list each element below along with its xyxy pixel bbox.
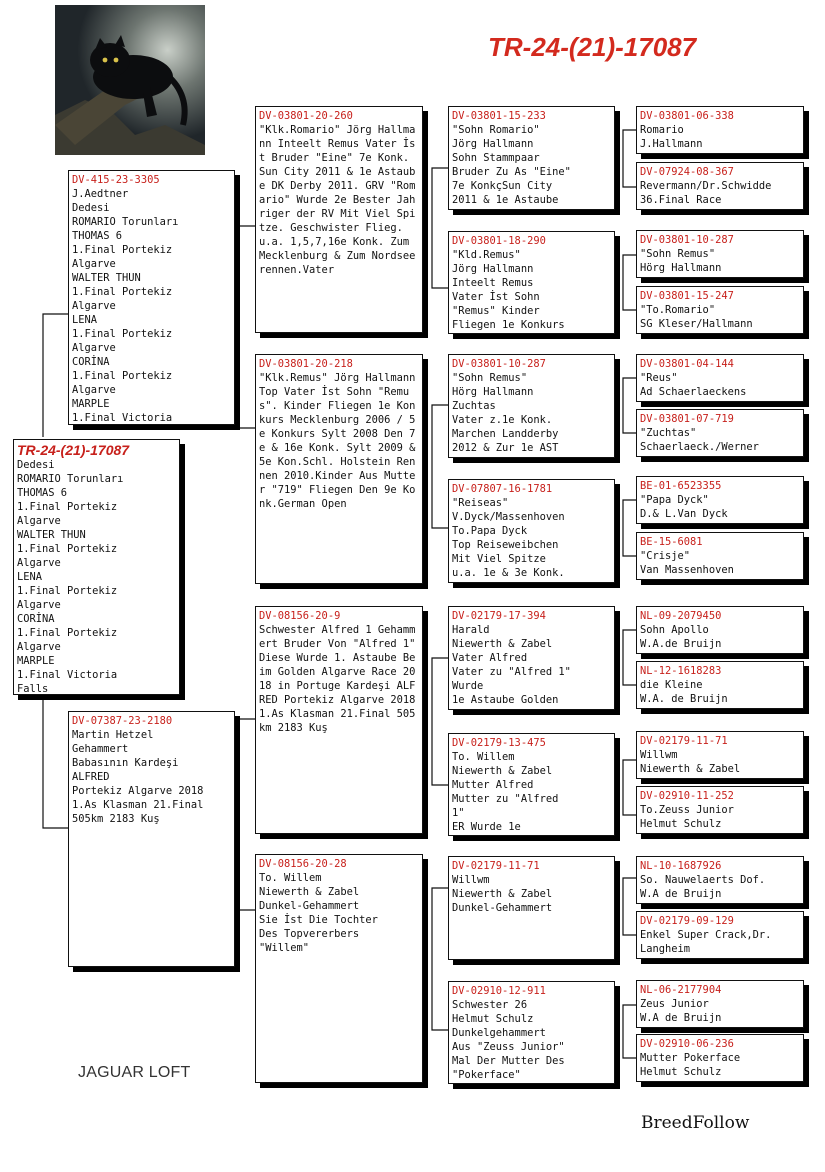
sds-line: Zuchtas — [452, 400, 496, 412]
dds-line: Willwm — [452, 874, 490, 886]
page-title: TR-24-(21)-17087 — [488, 32, 697, 62]
dsd-line: Niewerth & Zabel — [452, 765, 553, 777]
dss-ring-number: DV-02179-17-394 — [452, 610, 546, 622]
gen4-line: W.A de Bruijn — [640, 888, 722, 900]
dds-line: Niewerth & Zabel — [452, 888, 553, 900]
dam-card[interactable] — [68, 711, 235, 967]
dsd-line: To. Willem — [452, 751, 515, 763]
sire-line: 1.Final Portekiz — [72, 244, 173, 256]
ssd-ring-number: DV-03801-18-290 — [452, 235, 546, 247]
gen4-line: So. Nauwelaerts Dof. — [640, 874, 766, 886]
subject-line: Algarve — [17, 599, 61, 611]
sire-line: THOMAS 6 — [72, 230, 123, 242]
sdd-line: V.Dyck/Massenhoven — [452, 511, 565, 523]
subject-line: 1.Final Portekiz — [17, 627, 118, 639]
gen4-card-11[interactable] — [636, 731, 804, 779]
dds-card[interactable] — [448, 856, 615, 960]
sire-card[interactable] — [68, 170, 235, 425]
gen4-ring-number: NL-10-1687926 — [640, 860, 722, 872]
sss-line: Jörg Hallmann — [452, 138, 534, 150]
gen4-ring-number: DV-03801-15-247 — [640, 290, 734, 302]
subject-line: Algarve — [17, 515, 61, 527]
dds-ring-number: DV-02179-11-71 — [452, 860, 540, 872]
gen4-ring-number: DV-02910-06-236 — [640, 1038, 734, 1050]
dam-line: Gehammert — [72, 743, 129, 755]
sire-dam-text: "Klk.Remus" Jörg Hallmann Top Vater İst Sohn "Remus". Kinder Fliegen 1e Konkurs Mecklenburg 2006 / 5e Konkurs Sylt 2008 Den 7e & 16e Konk. Sylt 2009 & 5e Kon.Schl. Holstein Rennen 2010.Kinder Aus Mutter "719" Fliegen Den 9e Konk.German Open — [259, 372, 416, 510]
dsd-line: Mutter zu "Alfred — [452, 793, 559, 805]
gen4-line: Schaerlaeck./Werner — [640, 441, 759, 453]
subject-line: 1.Final Victoria — [17, 669, 118, 681]
sds-ring-number: DV-03801-10-287 — [452, 358, 546, 370]
sire-line: CORİNA — [72, 356, 110, 368]
gen4-line: 36.Final Race — [640, 194, 722, 206]
dam-line: 505km 2183 Kuş — [72, 813, 160, 825]
gen4-line: Zeus Junior — [640, 998, 709, 1010]
gen4-card-7[interactable] — [636, 476, 804, 524]
gen4-line: J.Hallmann — [640, 138, 703, 150]
ssd-line: Jörg Hallmann — [452, 263, 534, 275]
gen4-ring-number: NL-09-2079450 — [640, 610, 722, 622]
sdd-line: Top Reiseweibchen — [452, 539, 559, 551]
sire-line: Dedesi — [72, 202, 110, 214]
dam-dam-line: Des Topvererbers — [259, 928, 360, 940]
gen4-line: Hörg Hallmann — [640, 262, 722, 274]
sire-dam-card[interactable] — [255, 354, 423, 584]
sire-sire-text: "Klk.Romario" Jörg Hallmann Inteelt Remus Vater İst Bruder "Eine" 7e Konk. Sun City 2011 & 1e Astaube DK Derby 2011. GRV "Romario" Wurde 2e Bester Jahriger der RV Mit Viel Spitze. Geschwister Flieg. u.a. 1,5,7,16e Konk. Zum Mecklenburg & Zum Nordseerennen.Vater — [259, 124, 416, 276]
gen4-ring-number: DV-03801-04-144 — [640, 358, 734, 370]
subject-line: LENA — [17, 571, 43, 583]
gen4-ring-number: DV-03801-06-338 — [640, 110, 734, 122]
sire-line: J.Aedtner — [72, 188, 129, 200]
dam-dam-ring-number: DV-08156-20-28 — [259, 858, 347, 870]
sire-line: 1.Final Portekiz — [72, 328, 173, 340]
subject-ring-number: TR-24-(21)-17087 — [17, 442, 130, 458]
sdd-ring-number: DV-07807-16-1781 — [452, 483, 553, 495]
sds-card[interactable] — [448, 354, 615, 458]
ssd-line: "Remus" Kinder — [452, 305, 540, 317]
dam-ring-number: DV-07387-23-2180 — [72, 715, 173, 727]
dam-sire-text: Schwester Alfred 1 Gehammert Bruder Von "Alfred 1" Diese Wurde 1. Astaube Beim Golden Algarve Race 2018 in Portuge Kardeşi ALFRED Portekiz Algarve 2018 1.As Klasman 21.Final 505km 2183 Kuş — [259, 624, 416, 734]
sds-line: "Sohn Remus" — [452, 372, 528, 384]
sire-line: 1.Final Victoria — [72, 412, 173, 424]
dam-dam-line: Dunkel-Gehammert — [259, 900, 360, 912]
dam-dam-line: "Willem" — [259, 942, 310, 954]
gen4-card-8[interactable] — [636, 532, 804, 580]
gen4-line: "Crisje" — [640, 550, 691, 562]
subject-line: MARPLE — [17, 655, 55, 667]
gen4-ring-number: DV-02910-11-252 — [640, 790, 734, 802]
ddd-line: "Pokerface" — [452, 1069, 521, 1081]
gen4-ring-number: BE-01-6523355 — [640, 480, 722, 492]
dds-line: Dunkel-Gehammert — [452, 902, 553, 914]
ssd-card[interactable] — [448, 231, 615, 334]
sire-ring-number: DV-415-23-3305 — [72, 174, 160, 186]
gen4-line: Enkel Super Crack,Dr. — [640, 929, 772, 941]
sdd-line: "Reiseas" — [452, 497, 509, 509]
dam-line: Martin Hetzel — [72, 729, 154, 741]
subject-line: Algarve — [17, 557, 61, 569]
gen4-line: Van Massenhoven — [640, 564, 734, 576]
gen4-line: die Kleine — [640, 679, 703, 691]
subject-line: 1.Final Portekiz — [17, 501, 118, 513]
gen4-ring-number: DV-02179-09-129 — [640, 915, 734, 927]
gen4-ring-number: DV-02179-11-71 — [640, 735, 728, 747]
gen4-card-14[interactable] — [636, 911, 804, 959]
subject-line: CORİNA — [17, 613, 55, 625]
gen4-card-2[interactable] — [636, 162, 804, 210]
gen4-card-13[interactable] — [636, 856, 804, 904]
dss-line: Niewerth & Zabel — [452, 638, 553, 650]
sss-line: Sohn Stammpaar — [452, 152, 540, 164]
sss-ring-number: DV-03801-15-233 — [452, 110, 546, 122]
sds-line: Hörg Hallmann — [452, 386, 534, 398]
gen4-line: Sohn Apollo — [640, 624, 709, 636]
gen4-card-9[interactable] — [636, 606, 804, 654]
loft-name: JAGUAR LOFT — [78, 1064, 191, 1081]
subject-line: ROMARIO Torunları — [17, 473, 124, 485]
subject-line: Falls — [17, 683, 49, 695]
dss-line: Wurde — [452, 680, 484, 692]
sire-line: MARPLE — [72, 398, 110, 410]
ddd-line: Mal Der Mutter Des — [452, 1055, 565, 1067]
sdd-line: To.Papa Dyck — [452, 525, 528, 537]
ddd-ring-number: DV-02910-12-911 — [452, 985, 546, 997]
dss-line: Harald — [452, 624, 490, 636]
ddd-line: Aus "Zeuss Junior" — [452, 1041, 565, 1053]
gen4-ring-number: DV-03801-07-719 — [640, 413, 734, 425]
dam-line: Portekiz Algarve 2018 — [72, 785, 204, 797]
ssd-line: Vater İst Sohn — [452, 291, 540, 303]
sss-line: Bruder Zu As "Eine" — [452, 166, 571, 178]
subject-line: Dedesi — [17, 459, 55, 471]
gen4-card-10[interactable] — [636, 661, 804, 709]
gen4-card-16[interactable] — [636, 1034, 804, 1082]
sire-line: Algarve — [72, 342, 116, 354]
subject-line: Algarve — [17, 641, 61, 653]
gen4-card-12[interactable] — [636, 786, 804, 834]
sds-line: Vater z.1e Konk. — [452, 414, 553, 426]
dsd-ring-number: DV-02179-13-475 — [452, 737, 546, 749]
ddd-card[interactable] — [448, 981, 615, 1084]
sire-line: Algarve — [72, 384, 116, 396]
ddd-line: Dunkelgehammert — [452, 1027, 546, 1039]
gen4-line: Niewerth & Zabel — [640, 763, 741, 775]
sdd-line: Mit Viel Spitze — [452, 553, 546, 565]
gen4-card-5[interactable] — [636, 354, 804, 402]
gen4-ring-number: DV-03801-10-287 — [640, 234, 734, 246]
ssd-line: Inteelt Remus — [452, 277, 534, 289]
dss-card[interactable] — [448, 606, 615, 710]
dsd-card[interactable] — [448, 733, 615, 836]
gen4-ring-number: DV-07924-08-367 — [640, 166, 734, 178]
gen4-line: Helmut Schulz — [640, 1066, 722, 1078]
gen4-line: "Reus" — [640, 372, 678, 384]
ssd-line: Fliegen 1e Konkurs — [452, 319, 565, 331]
sire-line: WALTER THUN — [72, 272, 141, 284]
gen4-card-4[interactable] — [636, 286, 804, 334]
sire-line: LENA — [72, 314, 98, 326]
dam-line: ALFRED — [72, 771, 110, 783]
dam-sire-ring-number: DV-08156-20-9 — [259, 610, 341, 622]
gen4-line: W.A de Bruijn — [640, 1012, 722, 1024]
sss-line: 2011 & 1e Astaube — [452, 194, 559, 206]
dam-dam-card[interactable] — [255, 854, 423, 1083]
subject-line: WALTER THUN — [17, 529, 86, 541]
sire-sire-ring-number: DV-03801-20-260 — [259, 110, 353, 122]
subject-line: 1.Final Portekiz — [17, 585, 118, 597]
dam-sire-card[interactable] — [255, 606, 423, 834]
sds-line: 2012 & Zur 1e AST — [452, 442, 559, 454]
dss-line: 1e Astaube Golden — [452, 694, 559, 706]
gen4-card-15[interactable] — [636, 980, 804, 1028]
sire-dam-ring-number: DV-03801-20-218 — [259, 358, 353, 370]
sire-line: Algarve — [72, 258, 116, 270]
brand-name: BreedFollow — [641, 1113, 750, 1133]
sire-line: Algarve — [72, 300, 116, 312]
dss-line: Vater zu "Alfred 1" — [452, 666, 571, 678]
gen4-line: SG Kleser/Hallmann — [640, 318, 753, 330]
gen4-line: Helmut Schulz — [640, 818, 722, 830]
gen4-card-1[interactable] — [636, 106, 804, 154]
dsd-line: ER Wurde 1e — [452, 821, 521, 833]
sire-sire-card[interactable] — [255, 106, 423, 333]
dsd-line: Mutter Alfred — [452, 779, 534, 791]
gen4-line: Romario — [640, 124, 684, 136]
gen4-line: "To.Romario" — [640, 304, 716, 316]
gen4-line: To.Zeuss Junior — [640, 804, 734, 816]
sdd-card[interactable] — [448, 479, 615, 583]
dsd-line: 1" — [452, 807, 465, 819]
sss-card[interactable] — [448, 106, 615, 210]
sire-line: 1.Final Portekiz — [72, 286, 173, 298]
ssd-line: "Kld.Remus" — [452, 249, 521, 261]
gen4-line: "Zuchtas" — [640, 427, 697, 439]
ddd-line: Schwester 26 — [452, 999, 528, 1011]
dam-line: Babasının Kardeşi — [72, 757, 179, 769]
ddd-line: Helmut Schulz — [452, 1013, 534, 1025]
sire-line: 1.Final Portekiz — [72, 370, 173, 382]
gen4-ring-number: NL-12-1618283 — [640, 665, 722, 677]
subject-line: THOMAS 6 — [17, 487, 68, 499]
subject-line: 1.Final Portekiz — [17, 543, 118, 555]
sds-line: Marchen Landderby — [452, 428, 559, 440]
gen4-card-3[interactable] — [636, 230, 804, 278]
gen4-line: Ad Schaerlaeckens — [640, 386, 747, 398]
gen4-line: "Sohn Remus" — [640, 248, 716, 260]
gen4-card-6[interactable] — [636, 409, 804, 457]
sire-line: ROMARIO Torunları — [72, 216, 179, 228]
gen4-line: Revermann/Dr.Schwidde — [640, 180, 772, 192]
gen4-line: Langheim — [640, 943, 691, 955]
sss-line: "Sohn Romario" — [452, 124, 540, 136]
gen4-line: "Papa Dyck" — [640, 494, 709, 506]
dam-dam-line: Sie İst Die Tochter — [259, 914, 378, 926]
dam-line: 1.As Klasman 21.Final — [72, 799, 204, 811]
sdd-line: u.a. 1e & 3e Konk. — [452, 567, 565, 579]
gen4-line: Mutter Pokerface — [640, 1052, 741, 1064]
sss-line: 7e KonkçSun City — [452, 180, 553, 192]
gen4-line: Willwm — [640, 749, 678, 761]
gen4-ring-number: BE-15-6081 — [640, 536, 703, 548]
gen4-ring-number: NL-06-2177904 — [640, 984, 722, 996]
subject-pigeon-card[interactable] — [13, 439, 180, 695]
gen4-line: W.A.de Bruijn — [640, 638, 722, 650]
dam-dam-line: To. Willem — [259, 872, 322, 884]
gen4-line: W.A. de Bruijn — [640, 693, 728, 705]
dss-line: Vater Alfred — [452, 652, 528, 664]
dam-dam-line: Niewerth & Zabel — [259, 886, 360, 898]
gen4-line: D.& L.Van Dyck — [640, 508, 728, 520]
